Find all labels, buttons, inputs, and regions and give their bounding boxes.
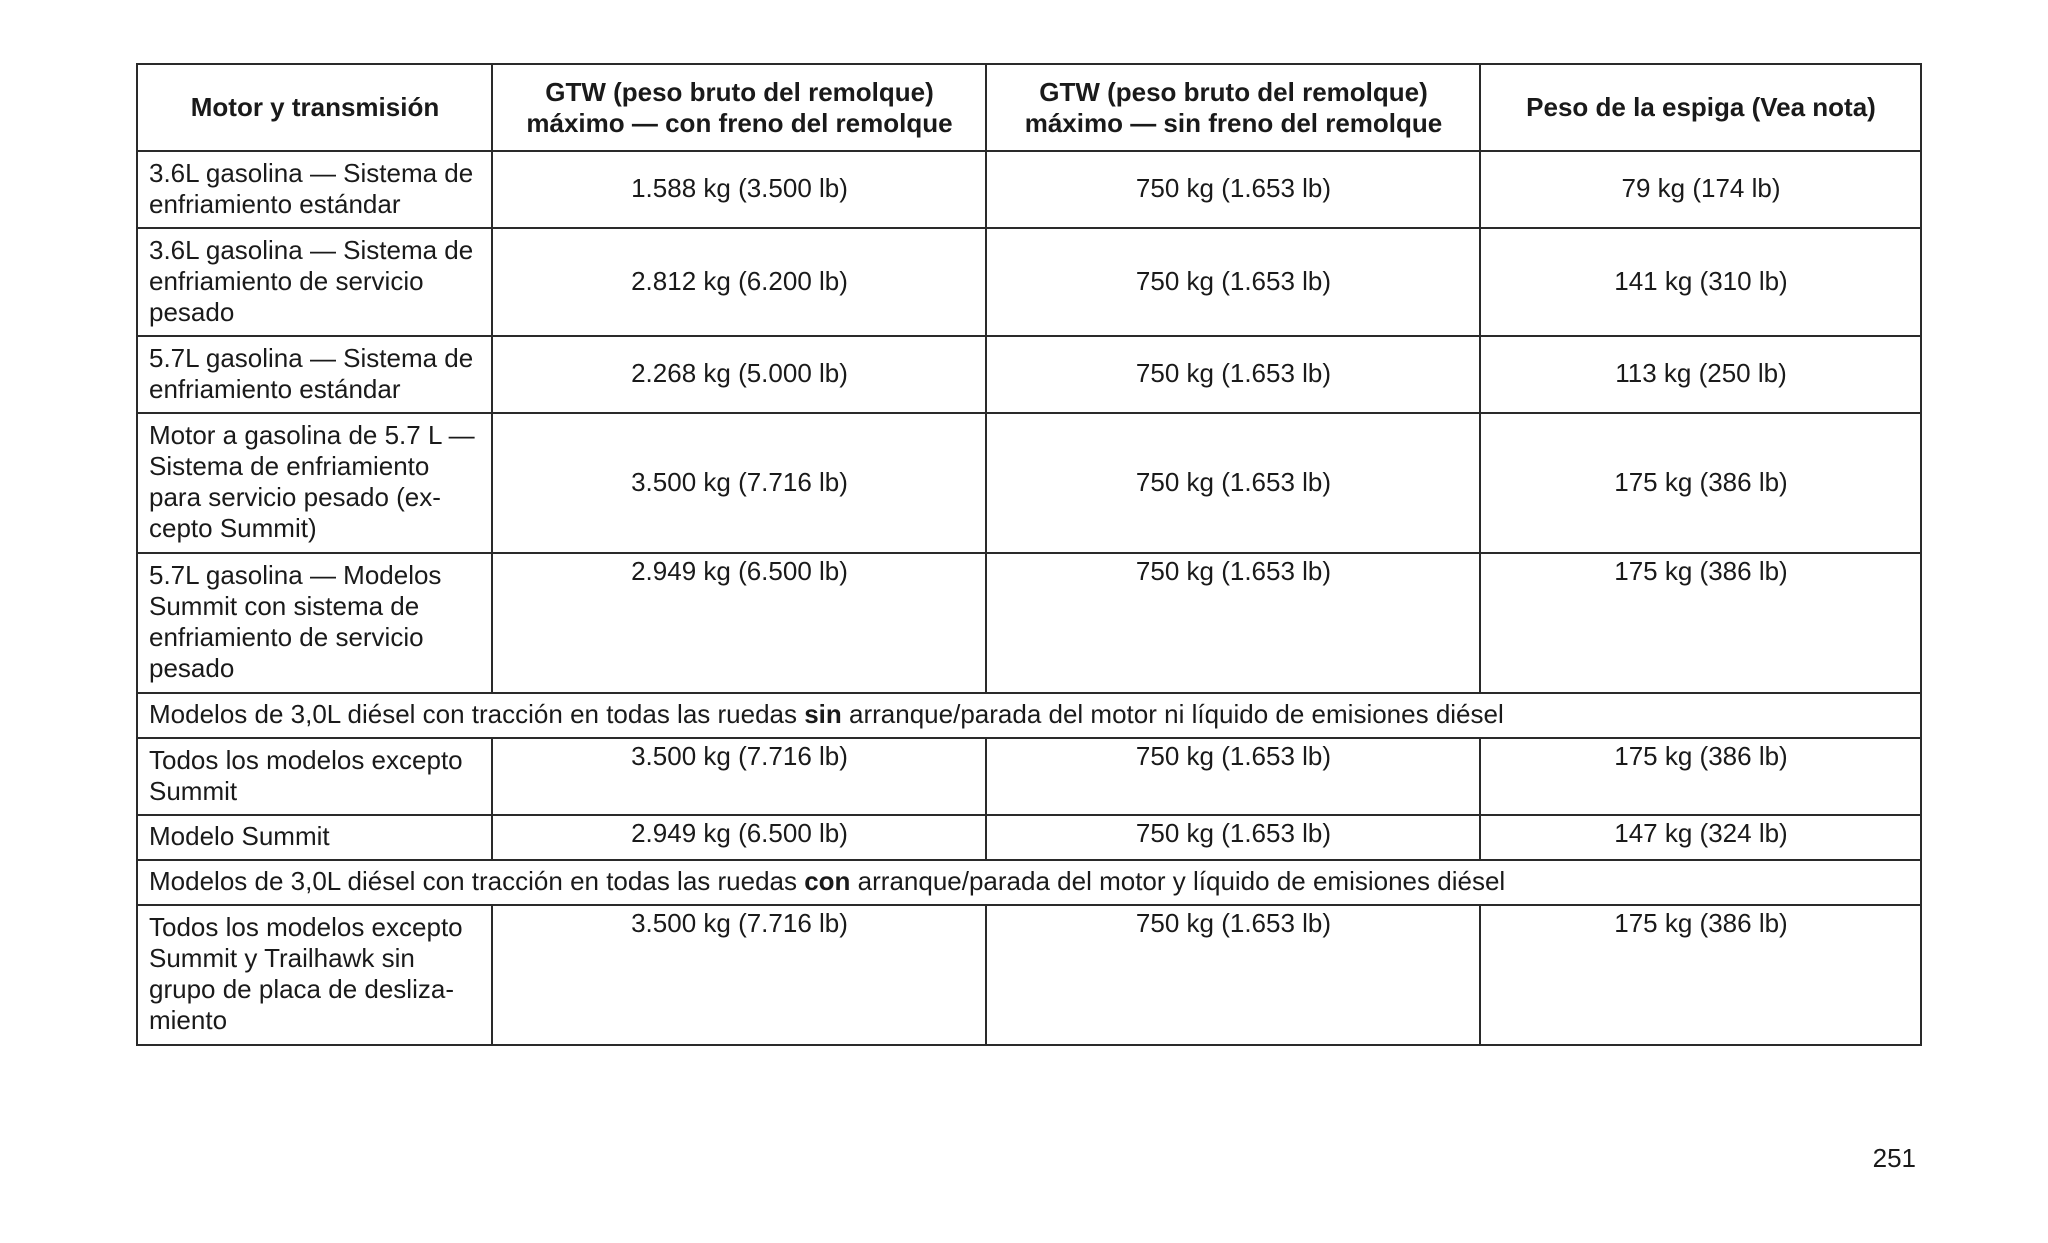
tongue-weight-cell: 175 kg (386 lb) xyxy=(1480,413,1921,553)
header-gtw-with-brake: GTW (peso bruto del remolque) máximo — con freno del remolque xyxy=(492,64,986,151)
engine-cell: 3.6L gasolina — Sistema de enfriamiento de servicio pesado xyxy=(137,228,492,336)
gtw-brake-cell: 2.268 kg (5.000 lb) xyxy=(492,336,986,413)
tongue-weight-cell: 175 kg (386 lb) xyxy=(1480,905,1921,1045)
tongue-weight-cell: 79 kg (174 lb) xyxy=(1480,151,1921,228)
gtw-brake-cell: 1.588 kg (3.500 lb) xyxy=(492,151,986,228)
gtw-no-brake-cell: 750 kg (1.653 lb) xyxy=(986,553,1480,693)
gtw-brake-cell: 2.949 kg (6.500 lb) xyxy=(492,815,986,860)
towing-capacity-table xyxy=(136,63,1922,1046)
header-engine: Motor y transmisión xyxy=(137,64,492,151)
section-row-diesel-without-stop-start xyxy=(137,693,1921,738)
gtw-no-brake-cell: 750 kg (1.653 lb) xyxy=(986,738,1480,815)
table-header-row xyxy=(137,64,1921,151)
engine-cell: Modelo Summit xyxy=(137,815,492,860)
section-row-diesel-with-stop-start xyxy=(137,860,1921,905)
tongue-weight-cell: 141 kg (310 lb) xyxy=(1480,228,1921,336)
header-gtw-without-brake: GTW (peso bruto del remolque) máximo — sin freno del remolque xyxy=(986,64,1480,151)
engine-cell: Motor a gasolina de 5.7 L — Sistema de enfriamiento para servicio pesado (ex- cepto Summit) xyxy=(137,413,492,553)
gtw-brake-cell: 3.500 kg (7.716 lb) xyxy=(492,738,986,815)
gtw-no-brake-cell: 750 kg (1.653 lb) xyxy=(986,815,1480,860)
gtw-brake-cell: 2.812 kg (6.200 lb) xyxy=(492,228,986,336)
table-row xyxy=(137,151,1921,228)
table-row xyxy=(137,738,1921,815)
section-text-after: arranque/parada del motor y líquido de emisiones diésel xyxy=(850,866,1506,896)
table-row xyxy=(137,228,1921,336)
header-tongue-weight: Peso de la espiga (Vea nota) xyxy=(1480,64,1921,151)
gtw-no-brake-cell: 750 kg (1.653 lb) xyxy=(986,151,1480,228)
gtw-no-brake-cell: 750 kg (1.653 lb) xyxy=(986,413,1480,553)
gtw-brake-cell: 2.949 kg (6.500 lb) xyxy=(492,553,986,693)
section-heading xyxy=(137,860,1921,905)
gtw-no-brake-cell: 750 kg (1.653 lb) xyxy=(986,336,1480,413)
engine-cell: Todos los modelos excepto Summit y Trailhawk sin grupo de placa de desliza- miento xyxy=(137,905,492,1045)
tongue-weight-cell: 175 kg (386 lb) xyxy=(1480,738,1921,815)
section-text-before: Modelos de 3,0L diésel con tracción en todas las ruedas xyxy=(149,699,805,729)
gtw-no-brake-cell: 750 kg (1.653 lb) xyxy=(986,228,1480,336)
gtw-no-brake-cell: 750 kg (1.653 lb) xyxy=(986,905,1480,1045)
section-heading xyxy=(137,693,1921,738)
gtw-brake-cell: 3.500 kg (7.716 lb) xyxy=(492,413,986,553)
engine-cell: 5.7L gasolina — Modelos Summit con sistema de enfriamiento de servicio pesado xyxy=(137,553,492,693)
table-row xyxy=(137,815,1921,860)
section-text-after: arranque/parada del motor ni líquido de emisiones diésel xyxy=(841,699,1504,729)
table-row xyxy=(137,413,1921,553)
table-row xyxy=(137,336,1921,413)
engine-cell: Todos los modelos excepto Summit xyxy=(137,738,492,815)
tongue-weight-cell: 113 kg (250 lb) xyxy=(1480,336,1921,413)
tongue-weight-cell: 175 kg (386 lb) xyxy=(1480,553,1921,693)
engine-cell: 5.7L gasolina — Sistema de enfriamiento estándar xyxy=(137,336,492,413)
gtw-brake-cell: 3.500 kg (7.716 lb) xyxy=(492,905,986,1045)
table-row xyxy=(137,905,1921,1045)
section-text-bold: con xyxy=(804,866,851,896)
page-number: 251 xyxy=(1872,1143,1916,1173)
engine-cell: 3.6L gasolina — Sistema de enfriamiento estándar xyxy=(137,151,492,228)
table-row xyxy=(137,553,1921,693)
section-text-before: Modelos de 3,0L diésel con tracción en todas las ruedas xyxy=(149,866,805,896)
tongue-weight-cell: 147 kg (324 lb) xyxy=(1480,815,1921,860)
section-text-bold: sin xyxy=(804,699,842,729)
